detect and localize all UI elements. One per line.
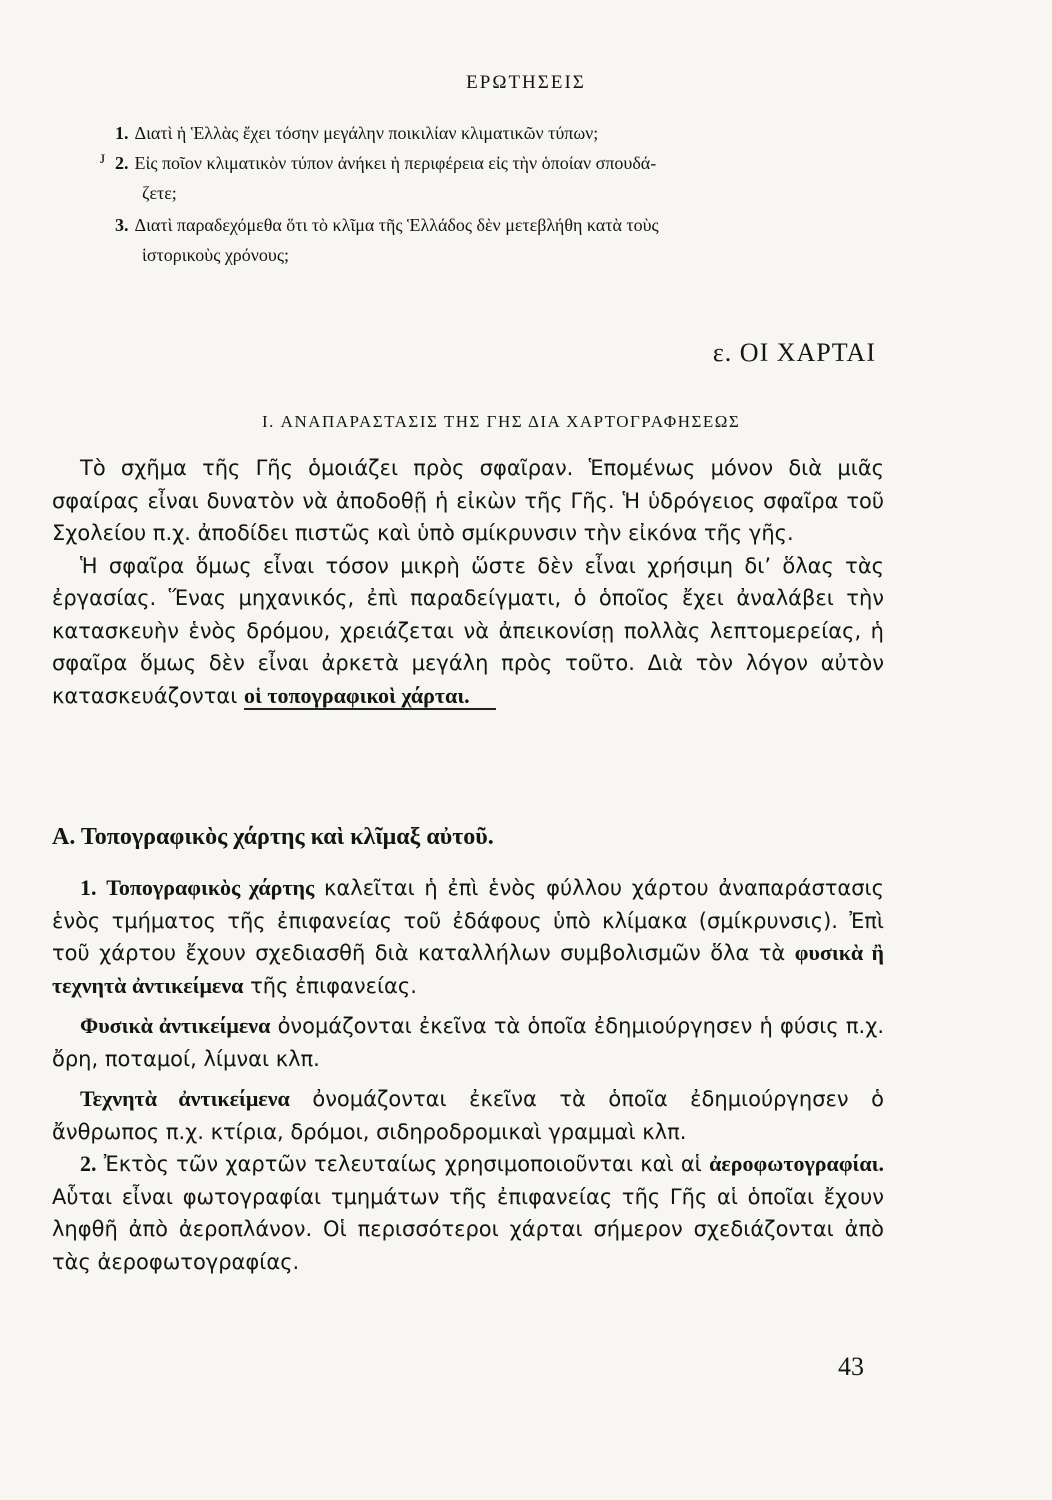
body-paragraph-1-end: τῆς ἐπιφανείας. [250,973,417,998]
margin-mark: ᴊ [100,147,106,167]
question-number: 2. [115,153,129,173]
body-paragraph-2 [52,1010,884,1075]
question-number: 3. [115,215,129,235]
intro-paragraph-2 [52,550,884,713]
body-paragraph-1-text: καλεῖται ἡ ἐπὶ ἑνὸς φύλλου χάρτου ἀναπαράστασις ἑνὸς τμήματος τῆς ἐπιφανείας τοῦ ἐδάφους ὑπὸ κλίμακα (σμίκρυνσις). Ἐπὶ τοῦ χάρτου ἔχουν σχεδιασθῆ διὰ καταλλήλων συμβολισμῶν ὅλα τὰ [52,876,884,965]
body-paragraph-2-text: ὀνομάζονται ἐκεῖνα τὰ ὁποῖα ἐδημιούργησεν ἡ φύσις π.χ. ὄρη, ποταμοί, λίμναι κλπ. [52,1014,884,1071]
objects-term: φυσικὰ ἢ τεχνητὰ ἀντικείμενα [52,940,884,998]
question-1 [115,118,895,148]
artificial-objects-term: Τεχνητὰ ἀντικείμενα [80,1086,290,1111]
intro-text [52,452,884,712]
questions-title: ΕΡΩΤΗΣΕΙΣ [466,72,586,93]
question-text: Διατὶ παραδεχόμεθα ὅτι τὸ κλῖμα τῆς Ἑλλάδος δὲν μετεβλήθη κατὰ τοὺς [134,215,659,235]
body-text [52,872,884,1278]
body-paragraph-1 [52,872,884,1002]
body-paragraph-4-end: Αὗται εἶναι φωτογραφίαι τμημάτων τῆς ἐπιφανείας τῆς Γῆς αἱ ὁποῖαι ἔχουν ληφθῆ ἀπὸ ἀεροπλάνον. Οἱ περισσότεροι χάρται σήμερον σχεδιάζονται ἀπὸ τὰς ἀεροφωτογραφίας. [52,1184,884,1274]
body-paragraph-3-text: ὀνομάζονται ἐκεῖνα τὰ ὁποῖα ἐδημιούργησεν ὁ ἄνθρωπος π.χ. κτίρια, δρόμοι, σιδηροδρομικαὶ γραμμαὶ κλπ. [52,1087,884,1144]
chapter-title: ε. ΟΙ ΧΑΡΤΑΙ [712,338,876,367]
question-text: Εἰς ποῖον κλιματικὸν τύπον ἀνήκει ἡ περιφέρεια εἰς τὴν ὁποίαν σπουδά- [134,153,657,173]
topographic-map-term: Τοπογραφικὸς χάρτης [106,875,315,900]
topographic-maps-term: οἱ τοπογραφικοὶ χάρται. [244,683,496,710]
question-number: 1. [115,123,129,143]
body-paragraph-3 [52,1083,884,1148]
question-continuation: ζετε; [142,183,177,203]
paragraph-number: 2. [80,1151,97,1176]
body-paragraph-4-text: Ἐκτὸς τῶν χαρτῶν τελευταίως χρησιμοποιοῦνται καὶ αἱ [103,1152,702,1176]
natural-objects-term: Φυσικὰ ἀντικείμενα [80,1013,271,1038]
section-title: I. ΑΝΑΠΑΡΑΣΤΑΣΙΣ ΤΗΣ ΓΗΣ ΔΙΑ ΧΑΡΤΟΓΡΑΦΗΣΕΩΣ [262,412,741,431]
intro-paragraph-2-text: Ἡ σφαῖρα ὅμως εἶναι τόσον μικρὴ ὥστε δὲν εἶναι χρήσιμη δι’ ὅλας τὰς ἐργασίας. Ἕνας μηχανικός, ἐπὶ παραδείγματι, ὁ ὁποῖος ἔχει ἀναλάβει τὴν κατασκευὴν ἑνὸς δρόμου, χρειάζεται νὰ ἀπεικονίσῃ πολλὰς λεπτομερείας, ἡ σφαῖρα ὅμως δὲν εἶναι ἀρκετὰ μεγάλη πρὸς τοῦτο. Διὰ τὸν λόγον αὐτὸν κατασκευάζονται [52,553,884,708]
question-continuation: ἱστορικοὺς χρόνους; [142,245,289,265]
aerial-photographs-term: ἀεροφωτογραφίαι. [709,1151,884,1176]
subsection-title: Α. Τοπογραφικὸς χάρτης καὶ κλῖμαξ αὐτοῦ. [52,824,494,850]
question-text: Διατὶ ἡ Ἑλλὰς ἔχει τόσην μεγάλην ποικιλίαν κλιματικῶν τύπων; [134,123,599,143]
body-paragraph-4 [52,1148,884,1278]
question-2 [115,148,895,208]
page-number: 43 [838,1352,864,1381]
intro-paragraph-1: Τὸ σχῆμα τῆς Γῆς ὁμοιάζει πρὸς σφαῖραν. Ἑπομένως μόνον διὰ μιᾶς σφαίρας εἶναι δυνατὸν νὰ ἀποδοθῇ ἡ εἰκὼν τῆς Γῆς. Ἡ ὑδρόγειος σφαῖρα τοῦ Σχολείου π.χ. ἀποδίδει πιστῶς καὶ ὑπὸ σμίκρυνσιν τὴν εἰκόνα τῆς γῆς. [52,456,884,545]
paragraph-number: 1. [80,875,97,900]
question-3 [115,210,895,270]
